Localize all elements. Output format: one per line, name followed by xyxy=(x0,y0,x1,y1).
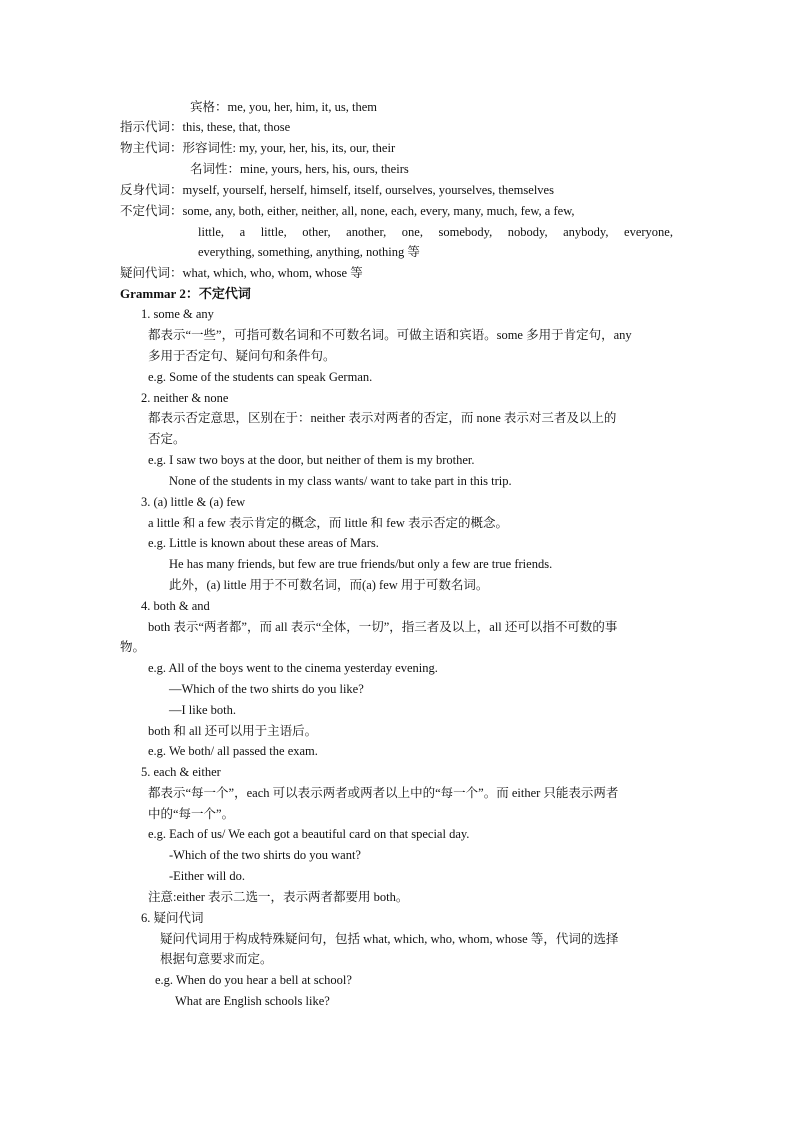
interrogative-label: 疑问代词： xyxy=(120,266,183,280)
section4-para-line1: both 表示“两者都”，而 all 表示“全体，一切”，指三者及以上，all 还可以指不可数的事 xyxy=(148,620,618,634)
section2-title: 2. neither & none xyxy=(141,391,229,405)
object-case-line xyxy=(190,99,377,115)
indefinite-line2: little, a little, other, another, one, somebody, nobody, anybody, everyone, xyxy=(198,225,673,239)
possessive-noun-line: 名词性：mine, yours, hers, his, ours, theirs xyxy=(190,162,409,176)
section6-example1: e.g. When do you hear a bell at school? xyxy=(155,973,352,987)
section5-para-line1: 都表示“每一个”，each 可以表示两者或两者以上中的“每一个”。而 either 只能表示两者 xyxy=(148,786,619,800)
section4-example2: —Which of the two shirts do you like? xyxy=(169,682,364,696)
section6-title: 6. 疑问代词 xyxy=(141,911,204,925)
interrogative-line xyxy=(120,265,363,281)
section4-example1: e.g. All of the boys went to the cinema yesterday evening. xyxy=(148,661,438,675)
indefinite-line3: everything, something, anything, nothing 等 xyxy=(198,245,420,259)
section3-para-line1: a little 和 a few 表示肯定的概念，而 little 和 few 表示否定的概念。 xyxy=(148,516,509,530)
section4-example3: —I like both. xyxy=(169,703,237,717)
object-case-label: 宾格： xyxy=(190,100,228,114)
section5-note: 注意:either 表示二选一，表示两者都要用 both。 xyxy=(148,890,409,904)
grammar2-heading: Grammar 2：不定代词 xyxy=(120,286,251,301)
object-case-text: me, you, her, him, it, us, them xyxy=(227,100,377,114)
section5-title: 5. each & either xyxy=(141,765,221,779)
section1-para-line1: 都表示“一些”，可指可数名词和不可数名词。可做主语和宾语。some 多用于肯定句，any xyxy=(148,328,632,342)
section5-example3: -Either will do. xyxy=(169,869,246,883)
indefinite-label: 不定代词： xyxy=(120,204,183,218)
section1-example1: e.g. Some of the students can speak German. xyxy=(148,370,373,384)
section3-example1: e.g. Little is known about these areas of Mars. xyxy=(148,536,379,550)
reflexive-line xyxy=(120,182,554,198)
section2-para-line1: 都表示否定意思，区别在于：neither 表示对两者的否定，而 none 表示对三者及以上的 xyxy=(148,411,617,425)
section4-para-line2: 物。 xyxy=(120,640,146,654)
section1-para-line2: 多用于否定句、疑问句和条件句。 xyxy=(148,349,336,363)
section5-example1: e.g. Each of us/ We each got a beautiful card on that special day. xyxy=(148,827,470,841)
section4-para-line3: both 和 all 还可以用于主语后。 xyxy=(148,724,318,738)
section6-example2: What are English schools like? xyxy=(175,994,330,1008)
section4-example4: e.g. We both/ all passed the exam. xyxy=(148,744,318,758)
demonstrative-label: 指示代词： xyxy=(120,120,183,134)
section6-para-line1: 疑问代词用于构成特殊疑问句，包括 what, which, who, whom, whose 等，代词的选择 xyxy=(160,932,619,946)
interrogative-text: what, which, who, whom, whose 等 xyxy=(182,266,363,280)
section5-example2: -Which of the two shirts do you want? xyxy=(169,848,361,862)
reflexive-text: myself, yourself, herself, himself, itself, ourselves, yourselves, themselves xyxy=(182,183,554,197)
section3-example2: He has many friends, but few are true friends/but only a few are true friends. xyxy=(169,557,553,571)
possessive-line xyxy=(120,140,395,156)
section3-note: 此外，(a) little 用于不可数名词，而(a) few 用于可数名词。 xyxy=(169,578,489,592)
section6-para-line2: 根据句意要求而定。 xyxy=(160,952,273,966)
section4-title: 4. both & and xyxy=(141,599,210,613)
demonstrative-text: this, these, that, those xyxy=(182,120,291,134)
section2-para-line2: 否定。 xyxy=(148,432,186,446)
possessive-adjective: 形容词性: my, your, her, his, its, our, their xyxy=(182,141,396,155)
section3-title: 3. (a) little & (a) few xyxy=(141,495,246,509)
indefinite-line xyxy=(120,203,575,219)
reflexive-label: 反身代词： xyxy=(120,183,183,197)
section2-example1: e.g. I saw two boys at the door, but neither of them is my brother. xyxy=(148,453,475,467)
section1-title: 1. some & any xyxy=(141,307,214,321)
section2-example2: None of the students in my class wants/ want to take part in this trip. xyxy=(169,474,512,488)
section5-para-line2: 中的“每一个”。 xyxy=(148,807,235,821)
possessive-label: 物主代词： xyxy=(120,141,183,155)
indefinite-line1: some, any, both, either, neither, all, none, each, every, many, much, few, a few, xyxy=(182,204,575,218)
demonstrative-line xyxy=(120,119,290,135)
